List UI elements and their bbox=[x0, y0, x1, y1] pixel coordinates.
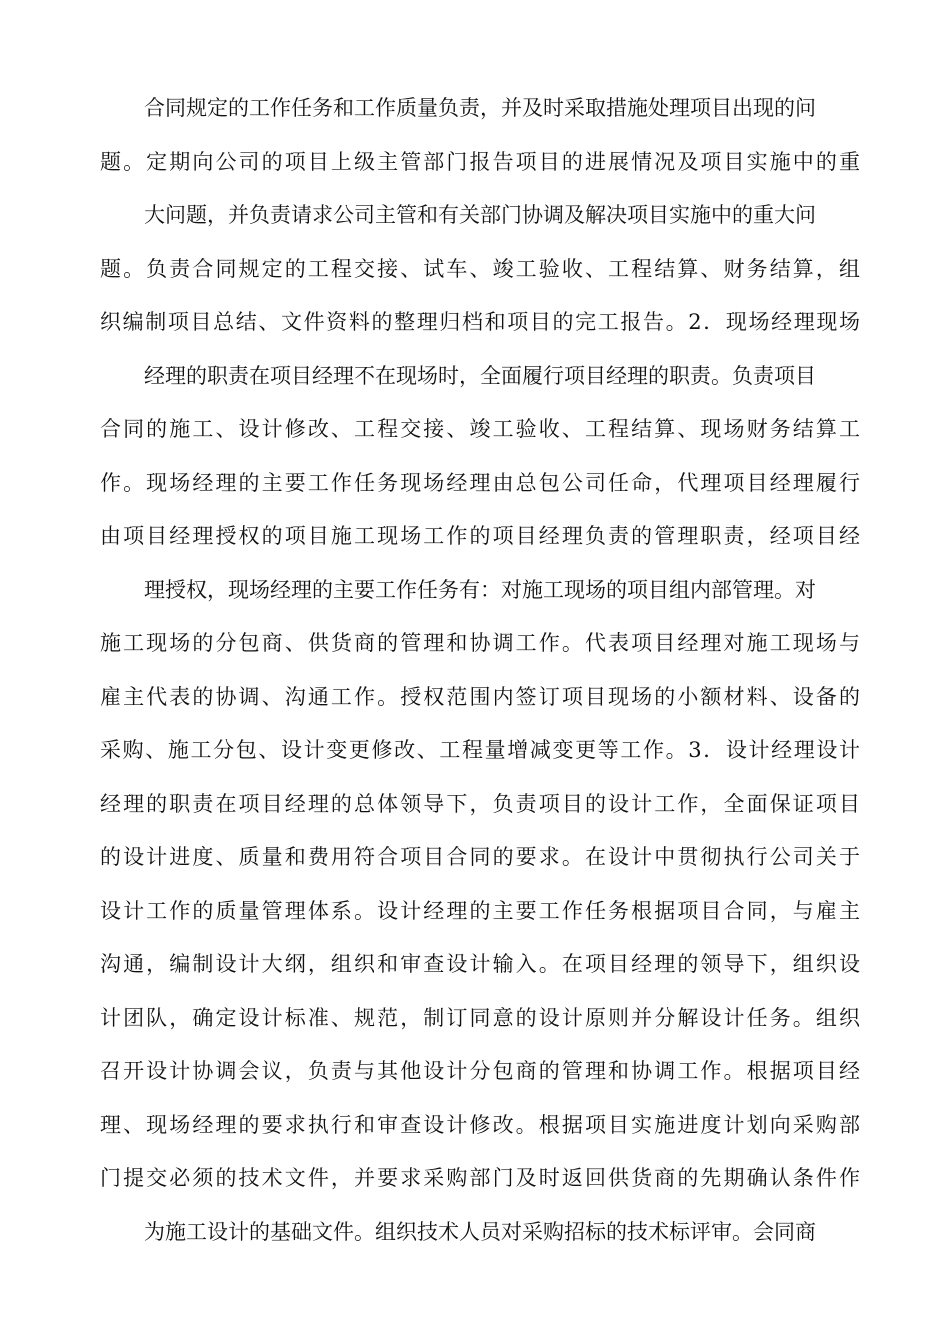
text-line: 理、现场经理的要求执行和审查设计修改。根据项目实施进度计划向采购部 bbox=[100, 1112, 860, 1137]
text-line: 由项目经理授权的项目施工现场工作的项目经理负责的管理职责，经项目经 bbox=[100, 524, 860, 548]
text-line: 的设计进度、质量和费用符合项目合同的要求。在设计中贯彻执行公司关于 bbox=[100, 845, 860, 869]
text-line: 理授权，现场经理的主要工作任务有：对施工现场的项目组内部管理。对 bbox=[144, 577, 816, 602]
text-line: 施工现场的分包商、供货商的管理和协调工作。代表项目经理对施工现场与 bbox=[100, 631, 860, 655]
text-line: 计团队，确定设计标准、规范，制订同意的设计原则并分解设计任务。组织 bbox=[100, 1005, 860, 1030]
text-line: 经理的职责在项目经理不在现场时，全面履行项目经理的职责。负责项目 bbox=[144, 363, 816, 388]
text-line: 作。现场经理的主要工作任务现场经理由总包公司任命，代理项目经理履行 bbox=[100, 470, 860, 495]
text-line: 沟通，编制设计大纲，组织和审查设计输入。在项目经理的领导下，组织设 bbox=[100, 952, 860, 976]
text-line: 采购、施工分包、设计变更修改、工程量增减变更等工作。3．设计经理设计 bbox=[100, 738, 860, 762]
text-line: 织编制项目总结、文件资料的整理归档和项目的完工报告。2．现场经理现场 bbox=[100, 310, 860, 334]
text-line: 合同规定的工作任务和工作质量负责，并及时采取措施处理项目出现的问 bbox=[144, 96, 816, 120]
text-line: 题。负责合同规定的工程交接、试车、竣工验收、工程结算、财务结算，组 bbox=[100, 256, 860, 281]
text-line: 合同的施工、设计修改、工程交接、竣工验收、工程结算、现场财务结算工 bbox=[100, 417, 860, 441]
text-line: 设计工作的质量管理体系。设计经理的主要工作任务根据项目合同，与雇主 bbox=[100, 898, 860, 923]
body-text bbox=[100, 90, 860, 1267]
text-line: 大问题，并负责请求公司主管和有关部门协调及解决项目实施中的重大问 bbox=[144, 203, 816, 227]
text-line: 召开设计协调会议，负责与其他设计分包商的管理和协调工作。根据项目经 bbox=[100, 1059, 860, 1083]
text-line: 题。定期向公司的项目上级主管部门报告项目的进展情况及项目实施中的重 bbox=[100, 149, 860, 174]
text-line: 为施工设计的基础文件。组织技术人员对采购招标的技术标评审。会同商 bbox=[144, 1219, 816, 1244]
text-line: 雇主代表的协调、沟通工作。授权范围内签订项目现场的小额材料、设备的 bbox=[100, 684, 860, 709]
text-line: 经理的职责在项目经理的总体领导下，负责项目的设计工作，全面保证项目 bbox=[100, 791, 860, 816]
text-line: 门提交必须的技术文件，并要求采购部门及时返回供货商的先期确认条件作 bbox=[100, 1166, 860, 1190]
